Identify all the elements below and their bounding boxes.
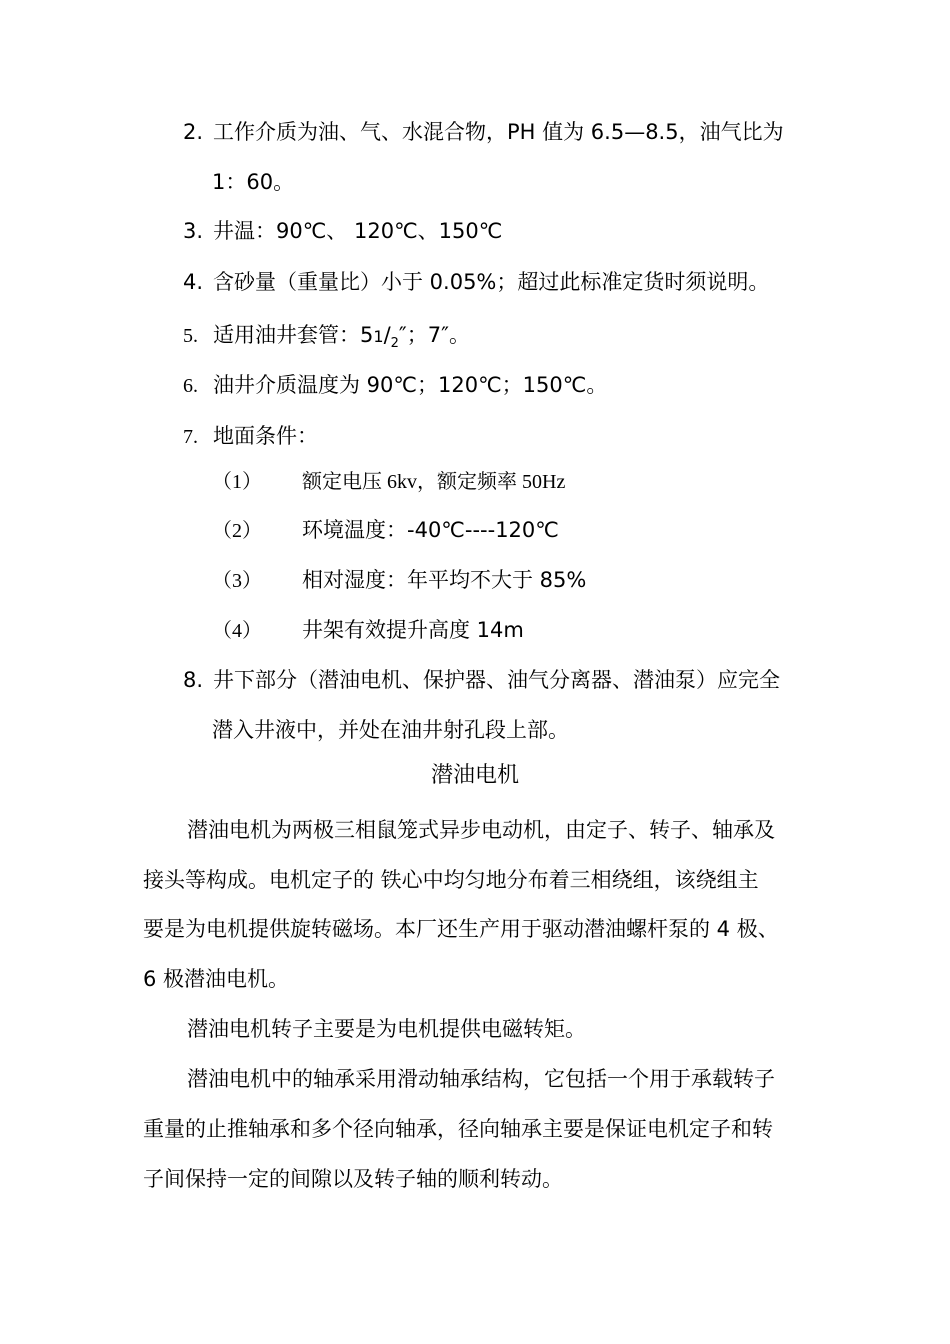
item-number: 7. (183, 426, 198, 448)
fraction-numerator: 1 (373, 327, 384, 346)
list-item-8-cont: 潜入井液中，并处在油井射孔段上部。 (212, 718, 569, 742)
section-heading: 潜油电机 (430, 763, 519, 788)
paragraph-line: 潜油电机中的轴承采用滑动轴承结构，它包括一个用于承载转子 (187, 1067, 775, 1091)
list-item-3 (183, 217, 502, 245)
item-number: 3. (183, 219, 204, 243)
paragraph-line: 潜油电机转子主要是为电机提供电磁转矩。 (187, 1017, 586, 1041)
sub-item-3 (212, 566, 586, 595)
fraction-denominator: 2 (390, 336, 399, 352)
item-text-suffix: ″；7″。 (398, 323, 470, 347)
item-text: 工作介质为油、气、水混合物，PH 值为 6.5—8.5，油气比为 (213, 120, 784, 144)
item-text: 适用油井套管：5 (213, 323, 374, 347)
item-number: 2. (183, 120, 204, 144)
sub-item-text: 井架有效提升高度 14m (302, 618, 524, 642)
sub-item-text: 相对湿度：年平均不大于 85% (302, 568, 587, 592)
list-item-5 (183, 321, 470, 358)
sub-item-text: 额定电压 6kv，额定频率 50Hz (302, 471, 566, 493)
item-number: 6. (183, 375, 198, 397)
item-text: 地面条件： (213, 424, 318, 448)
list-item-2 (183, 118, 784, 146)
sub-item-2 (212, 516, 559, 545)
sub-item-number: （4） (212, 620, 262, 642)
sub-item-text: 环境温度：-40℃----120℃ (302, 518, 559, 542)
sub-item-number: （2） (212, 520, 262, 542)
item-number: 4. (183, 270, 204, 294)
sub-item-4 (212, 616, 524, 645)
paragraph-line: 潜油电机为两极三相鼠笼式异步电动机，由定子、转子、轴承及 (187, 818, 775, 842)
item-text: 含砂量（重量比）小于 0.05%；超过此标准定货时须说明。 (213, 270, 770, 294)
sub-item-number: （3） (212, 570, 262, 592)
list-item-2-cont: 1：60。 (212, 170, 295, 194)
item-text: 井下部分（潜油电机、保护器、油气分离器、潜油泵）应完全 (213, 668, 780, 692)
list-item-6 (183, 371, 607, 400)
item-text: 油井介质温度为 90℃；120℃；150℃。 (213, 373, 608, 397)
item-number: 5. (183, 325, 198, 347)
fraction-slash: / (383, 323, 391, 347)
item-text: 井温：90℃、 120℃、150℃ (213, 219, 503, 243)
paragraph-line: 要是为电机提供旋转磁场。本厂还生产用于驱动潜油螺杆泵的 4 极、 (143, 917, 779, 941)
list-item-4 (183, 268, 769, 296)
list-item-8 (183, 666, 780, 694)
paragraph-line: 6 极潜油电机。 (143, 967, 290, 991)
item-number: 8. (183, 668, 204, 692)
paragraph-line: 重量的止推轴承和多个径向轴承，径向轴承主要是保证电机定子和转 (143, 1117, 773, 1141)
paragraph-line: 子间保持一定的间隙以及转子轴的顺利转动。 (143, 1167, 563, 1191)
list-item-7 (183, 422, 318, 451)
paragraph-line: 接头等构成。电机定子的 铁心中均匀地分布着三相绕组，该绕组主 (143, 868, 759, 892)
sub-item-number: （1） (212, 471, 262, 493)
sub-item-1 (212, 467, 565, 496)
